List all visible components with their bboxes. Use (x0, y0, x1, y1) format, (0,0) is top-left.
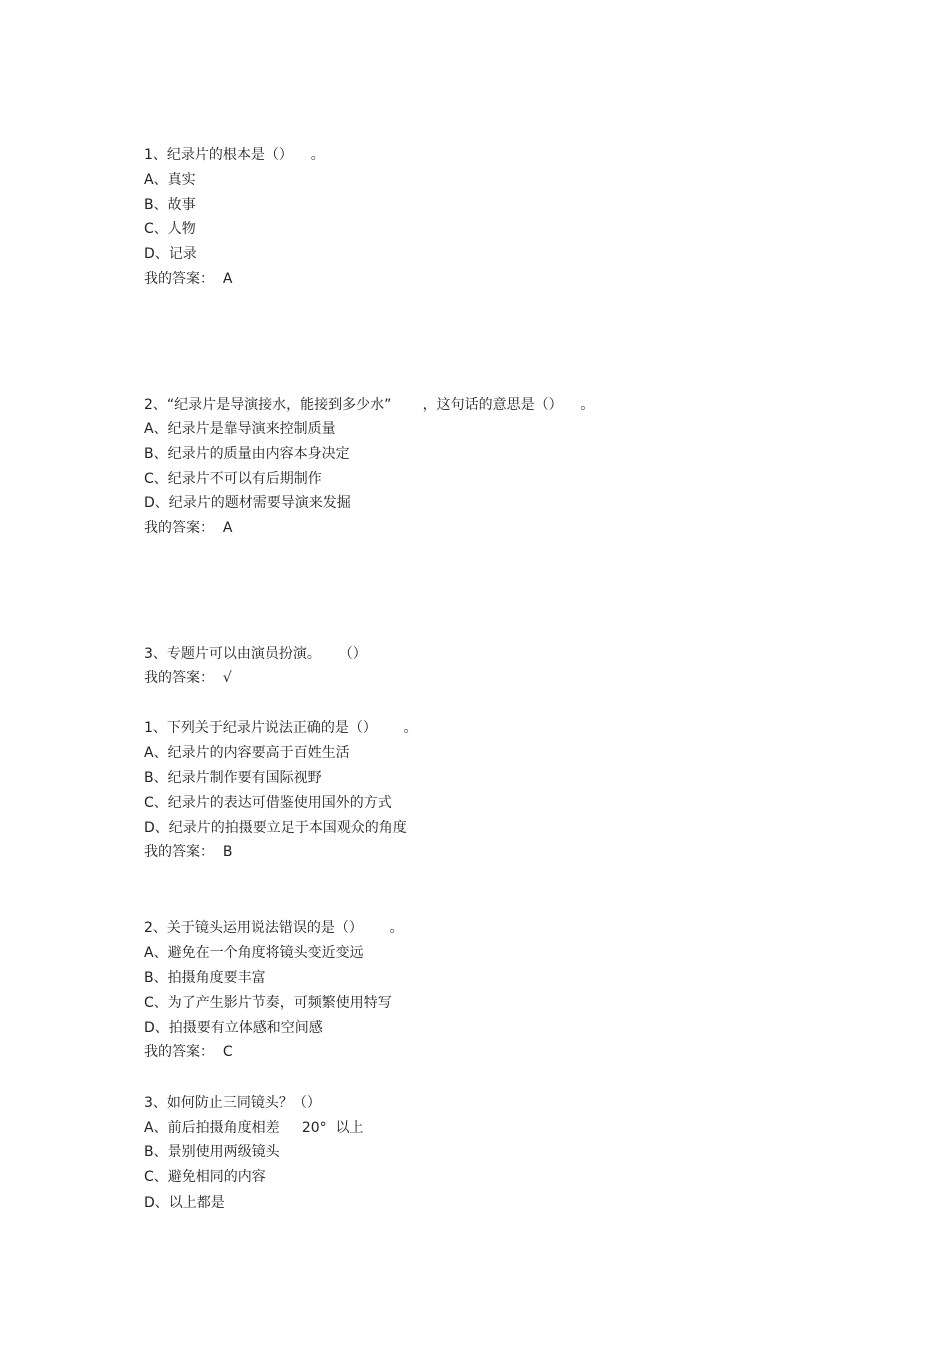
option-b: B、景别使用两级镜头 (144, 1144, 280, 1160)
option-a: A、纪录片是靠导演来控制质量 (144, 421, 336, 437)
option-d: D、纪录片的题材需要导演来发掘 (144, 495, 351, 511)
my-answer: 我的答案： B (144, 844, 233, 860)
question-stem: 3、专题片可以由演员扮演。 （） (144, 646, 367, 662)
my-answer: 我的答案： A (144, 271, 233, 287)
option-a: A、前后拍摄角度相差 20° 以上 (144, 1120, 364, 1136)
question-stem: 1、下列关于纪录片说法正确的是（） 。 (144, 720, 418, 736)
question-stem: 2、关于镜头运用说法错误的是（） 。 (144, 920, 404, 936)
question-stem: 3、如何防止三同镜头？（） (144, 1095, 321, 1111)
my-answer: 我的答案： C (144, 1044, 233, 1060)
option-c: C、为了产生影片节奏，可频繁使用特写 (144, 995, 392, 1011)
my-answer: 我的答案： √ (144, 670, 232, 686)
question-stem: 1、纪录片的根本是（） 。 (144, 147, 325, 163)
option-d: D、以上都是 (144, 1195, 225, 1211)
option-b: B、故事 (144, 197, 196, 213)
option-a: A、真实 (144, 172, 196, 188)
option-c: C、纪录片的表达可借鉴使用国外的方式 (144, 795, 392, 811)
option-c: C、避免相同的内容 (144, 1169, 266, 1185)
option-b: B、纪录片的质量由内容本身决定 (144, 446, 350, 462)
option-a: A、避免在一个角度将镜头变近变远 (144, 945, 364, 961)
my-answer: 我的答案： A (144, 520, 233, 536)
option-b: B、纪录片制作要有国际视野 (144, 770, 322, 786)
option-c: C、人物 (144, 221, 196, 237)
option-a: A、纪录片的内容要高于百姓生活 (144, 745, 350, 761)
question-stem: 2、“纪录片是导演接水，能接到多少水” ，这句话的意思是（） 。 (144, 397, 595, 413)
option-d: D、纪录片的拍摄要立足于本国观众的角度 (144, 820, 407, 836)
option-d: D、记录 (144, 246, 197, 262)
option-b: B、拍摄角度要丰富 (144, 970, 266, 986)
option-d: D、拍摄要有立体感和空间感 (144, 1020, 323, 1036)
option-c: C、纪录片不可以有后期制作 (144, 471, 322, 487)
